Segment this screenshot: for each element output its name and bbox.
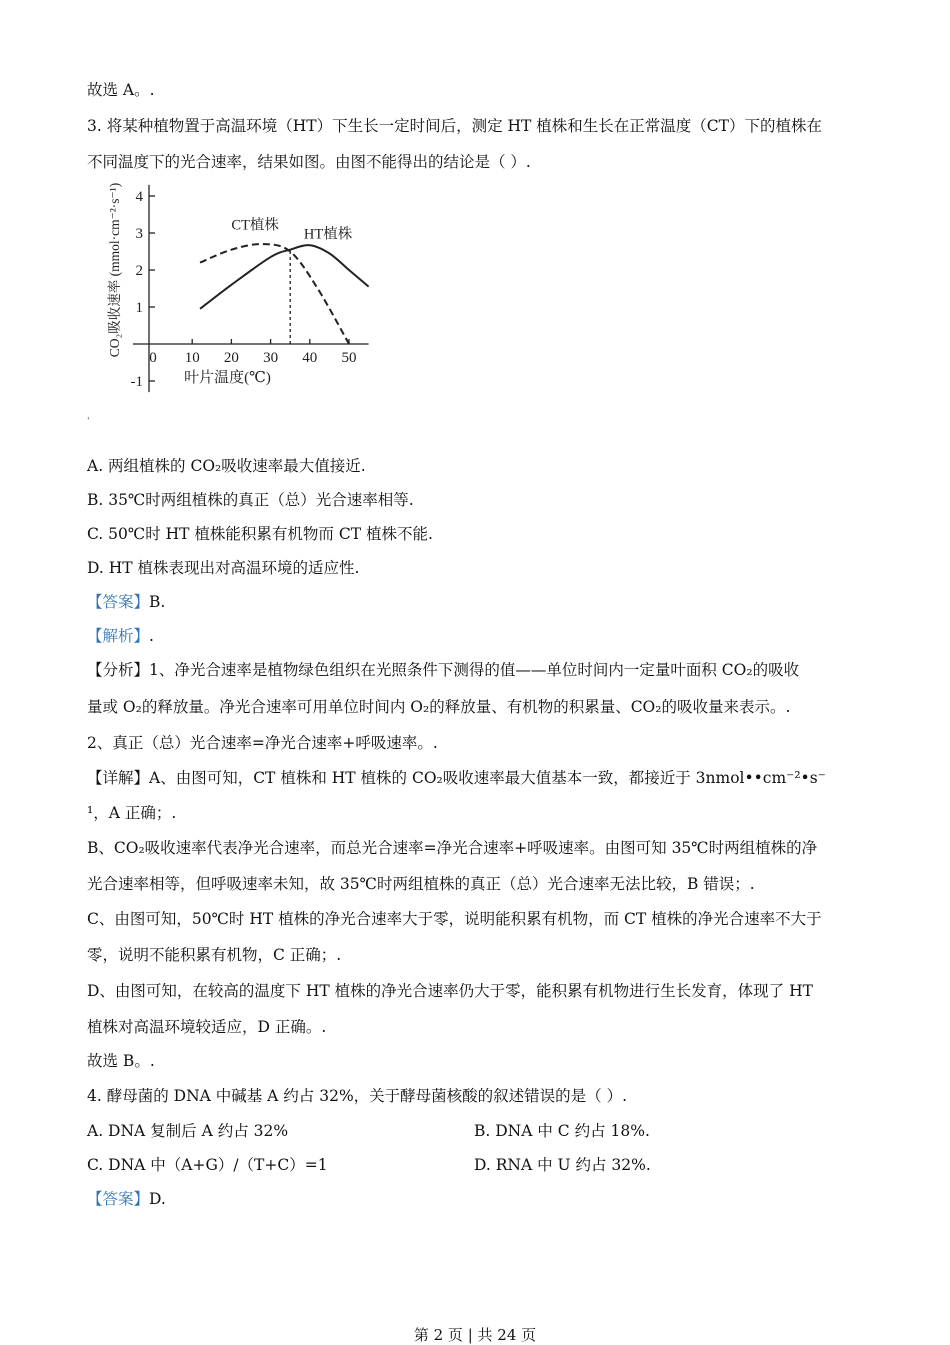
xiangjie-b-line1: B、CO₂吸收速率代表净光合速率，而总光合速率=净光合速率+呼吸速率。由图可知 35℃时两组植株的净: [87, 839, 818, 857]
series-label-ct: CT植株: [231, 217, 279, 234]
xiangjie-line2: ¹，A 正确；.: [87, 804, 177, 822]
conclusion-b: 故选 B。.: [87, 1052, 155, 1070]
option-d: D. HT 植株表现出对高温环境的适应性.: [87, 559, 360, 577]
q4-option-b: B. DNA 中 C 约占 18%.: [474, 1122, 650, 1140]
answer-4-line: [87, 1189, 166, 1209]
answer-4-value: D.: [149, 1190, 166, 1208]
chart-series: [200, 244, 369, 344]
q4-option-d: D. RNA 中 U 约占 32%.: [474, 1156, 651, 1174]
q4-option-c: C. DNA 中（A+G）/（T+C）=1: [87, 1156, 328, 1174]
xiangjie-c-line2: 零，说明不能积累有机物，C 正确；.: [87, 946, 342, 964]
x-tick-label: 40: [302, 350, 318, 366]
stray-mark: ': [87, 417, 90, 427]
fenxi-line3: 2、真正（总）光合速率=净光合速率+呼吸速率。.: [87, 734, 438, 752]
prev-conclusion: 故选 A。.: [87, 81, 155, 99]
series-line-ct: [200, 244, 349, 344]
x-tick-label: 0: [149, 350, 157, 366]
answer-4-tag: 【答案】: [87, 1190, 150, 1208]
chart-axes: [130, 185, 369, 392]
answer-line: [87, 592, 165, 612]
question-3-stem-line2: 不同温度下的光合速率，结果如图。由图不能得出的结论是（ ）.: [87, 153, 531, 171]
x-axis-label: 叶片温度(℃): [184, 370, 271, 386]
fenxi-line2: 量或 O₂的释放量。净光合速率可用单位时间内 O₂的释放量、有机物的积累量、CO₂的吸收量来表示。.: [87, 698, 791, 716]
question-4-stem: 4. 酵母菌的 DNA 中碱基 A 约占 32%，关于酵母菌核酸的叙述错误的是（ ）.: [87, 1087, 628, 1105]
x-tick-label: 10: [184, 350, 200, 366]
chart-labels: [106, 183, 357, 390]
xiangjie-b-line2: 光合速率相等，但呼吸速率未知，故 35℃时两组植株的真正（总）光合速率无法比较，B 错误；.: [87, 875, 755, 893]
analysis-tag: 【解析】: [87, 627, 150, 645]
analysis-value: .: [149, 627, 154, 645]
option-b: B. 35℃时两组植株的真正（总）光合速率相等.: [87, 491, 414, 509]
xiangjie-d-line2: 植株对高温环境较适应，D 正确。.: [87, 1018, 327, 1036]
fenxi-line1: 【分析】1、净光合速率是植物绿色组织在光照条件下测得的值——单位时间内一定量叶面积 CO₂的吸收: [87, 661, 800, 679]
analysis-line: [87, 626, 154, 646]
xiangjie-line1: 【详解】A、由图可知，CT 植株和 HT 植株的 CO₂吸收速率最大值基本一致，都接近于 3nmol••cm⁻²•s⁻: [87, 769, 826, 787]
answer-value: B.: [149, 593, 166, 611]
page-footer: 第 2 页 | 共 24 页: [413, 1326, 537, 1344]
x-tick-label: 30: [263, 350, 279, 366]
x-tick-label: 50: [341, 350, 357, 366]
y-axis-label: CO₂吸收速率 (mmol·cm⁻²·s⁻¹): [107, 182, 122, 358]
series-line-ht: [200, 245, 369, 309]
question-3-stem-line1: 3. 将某种植物置于高温环境（HT）下生长一定时间后，测定 HT 植株和生长在正常温度（CT）下的植株在: [87, 117, 822, 135]
option-a: A. 两组植株的 CO₂吸收速率最大值接近.: [87, 457, 366, 475]
series-label-ht: HT植株: [303, 226, 353, 243]
option-c: C. 50℃时 HT 植株能积累有机物而 CT 植株不能.: [87, 525, 433, 543]
y-tick-label: 4: [135, 189, 143, 205]
y-tick-label: 3: [135, 226, 143, 242]
xiangjie-d-line1: D、由图可知，在较高的温度下 HT 植株的净光合速率仍大于零，能积累有机物进行生长发育，体现了 HT: [87, 982, 813, 1000]
co2-absorption-chart: [95, 180, 395, 395]
y-tick-label: -1: [130, 374, 143, 390]
y-tick-label: 2: [135, 263, 143, 279]
q4-option-a: A. DNA 复制后 A 约占 32%: [87, 1122, 289, 1140]
answer-tag: 【答案】: [87, 593, 150, 611]
y-tick-label: 1: [135, 300, 143, 316]
xiangjie-c-line1: C、由图可知，50℃时 HT 植株的净光合速率大于零，说明能积累有机物，而 CT 植株的净光合速率不大于: [87, 910, 822, 928]
x-tick-label: 20: [223, 350, 239, 366]
